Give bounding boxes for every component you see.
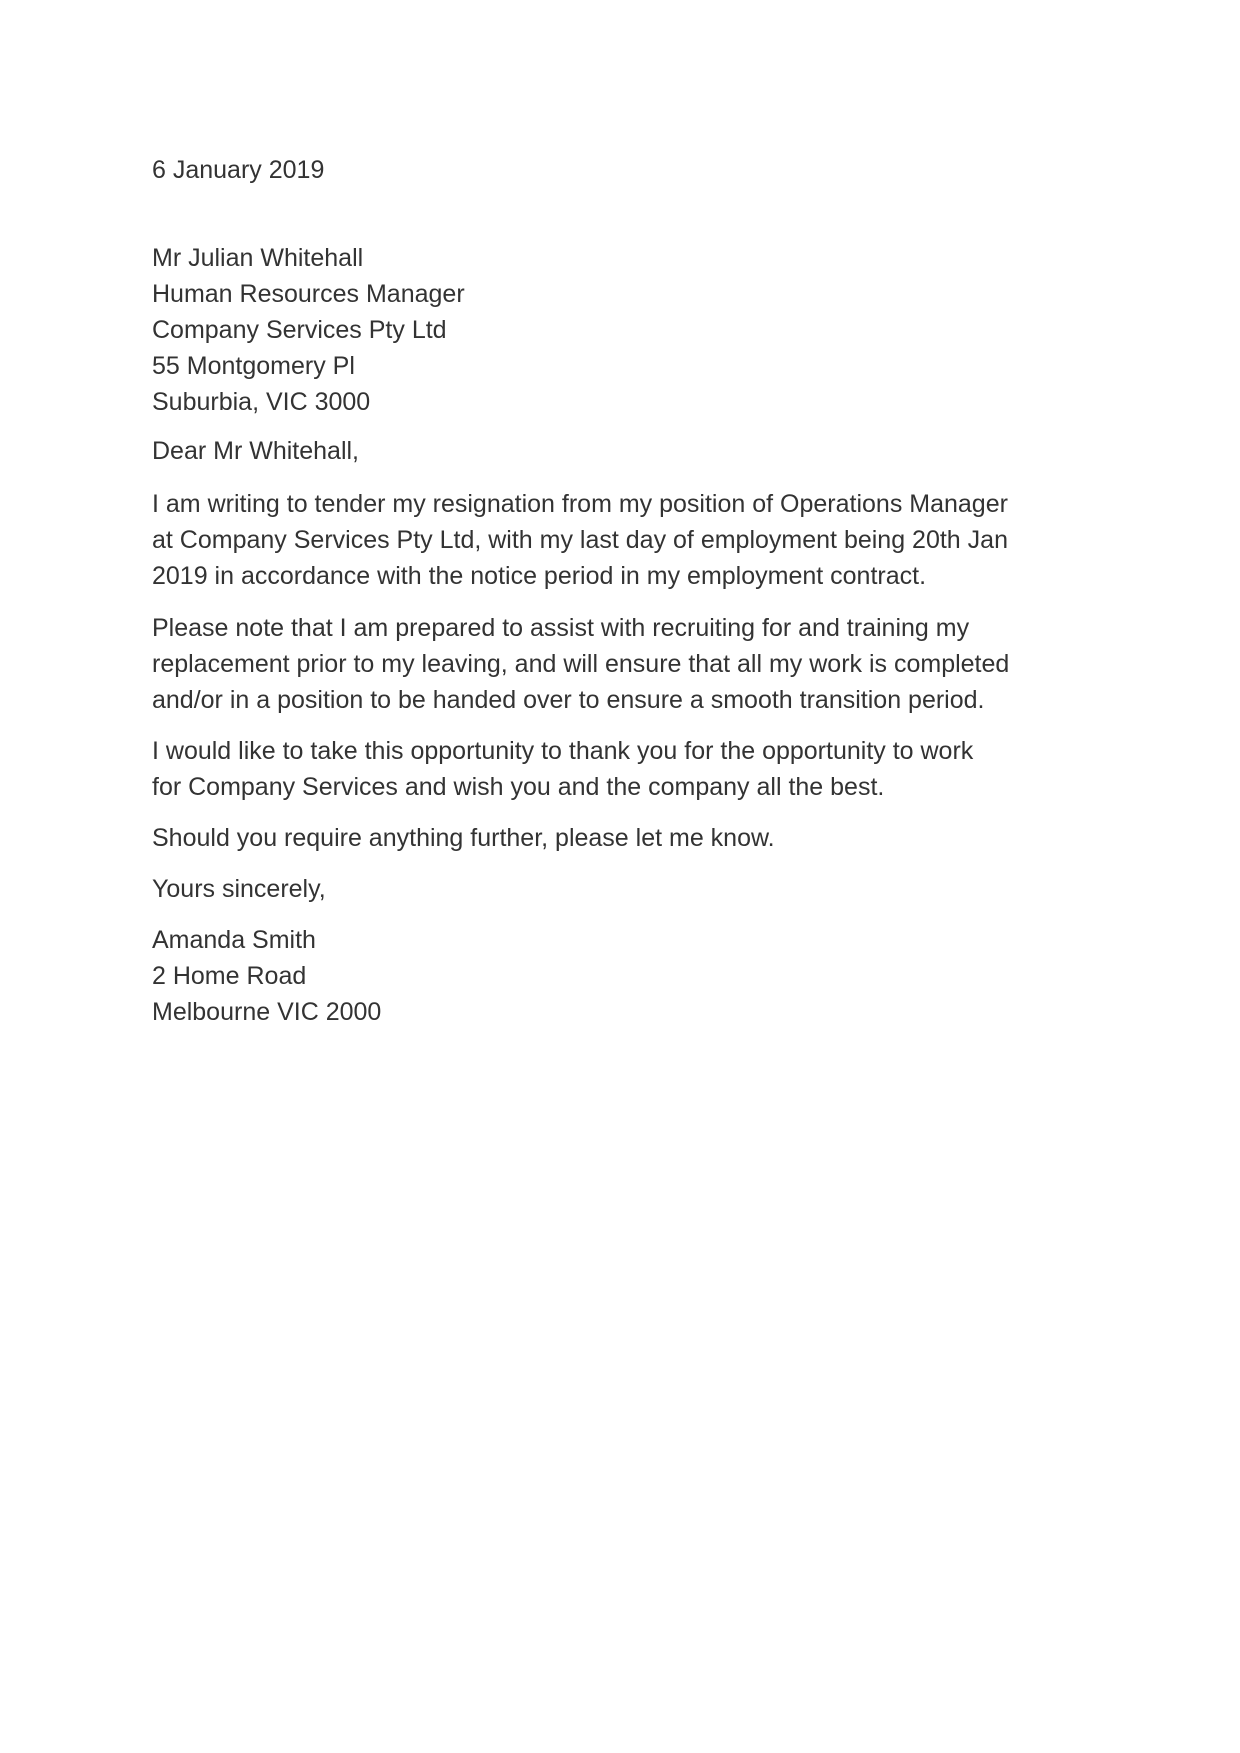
body-paragraph-handover: [152, 610, 1102, 718]
date-text: 6 January 2019: [152, 156, 325, 184]
body-paragraph-resignation: [152, 486, 1102, 594]
paragraph-line: for Company Services and wish you and the company all the best.: [152, 773, 885, 801]
recipient-title: Human Resources Manager: [152, 280, 465, 308]
recipient-name: Mr Julian Whitehall: [152, 244, 364, 272]
body-paragraph-further: [152, 820, 1102, 856]
paragraph-line: at Company Services Pty Ltd, with my last day of employment being 20th Jan: [152, 526, 1008, 554]
sender-address: [152, 922, 1102, 1030]
letter-date: [152, 152, 1102, 188]
sender-street: 2 Home Road: [152, 962, 307, 990]
closing-text: Yours sincerely,: [152, 875, 326, 903]
sender-name: Amanda Smith: [152, 926, 316, 954]
recipient-street: 55 Montgomery Pl: [152, 352, 355, 380]
paragraph-line: Please note that I am prepared to assist with recruiting for and training my: [152, 614, 970, 642]
closing: [152, 871, 1102, 907]
paragraph-line: replacement prior to my leaving, and will ensure that all my work is completed: [152, 650, 1010, 678]
recipient-address: [152, 240, 1102, 420]
paragraph-line: I am writing to tender my resignation from my position of Operations Manager: [152, 490, 1008, 518]
paragraph-line: 2019 in accordance with the notice period in my employment contract.: [152, 562, 927, 590]
body-paragraph-thanks: [152, 733, 1102, 805]
salutation: [152, 433, 1102, 469]
paragraph-line: I would like to take this opportunity to thank you for the opportunity to work: [152, 737, 974, 765]
paragraph-line: and/or in a position to be handed over to ensure a smooth transition period.: [152, 686, 985, 714]
recipient-company: Company Services Pty Ltd: [152, 316, 447, 344]
paragraph-line: Should you require anything further, please let me know.: [152, 824, 775, 852]
salutation-text: Dear Mr Whitehall,: [152, 437, 359, 465]
recipient-city: Suburbia, VIC 3000: [152, 388, 371, 416]
sender-city: Melbourne VIC 2000: [152, 998, 382, 1026]
